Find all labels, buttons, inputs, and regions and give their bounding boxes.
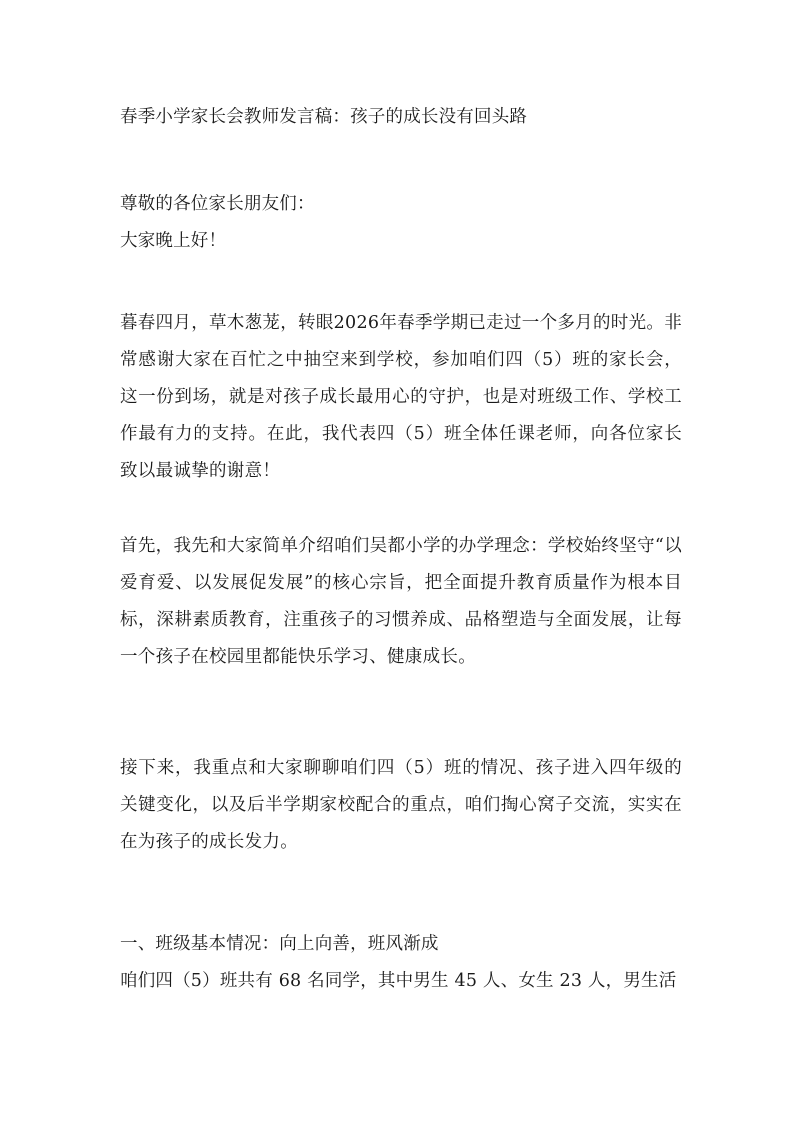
paragraph-opening: 暮春四月，草木葱茏，转眼2026年春季学期已走过一个多月的时光。非常感谢大家在百忙之中抽空来到学校，参加咱们四（5）班的家长会，这一份到场，就是对孩子成长最用心的守护，也是对班级工作、学校工作最有力的支持。在此，我代表四（5）班全体任课老师，向各位家长致以最诚挚的谢意！ (120, 313, 682, 481)
paragraph-agenda: 接下来，我重点和大家聊聊咱们四（5）班的情况、孩子进入四年级的关键变化，以及后半学期家校配合的重点，咱们掏心窝子交流，实实在在为孩子的成长发力。 (120, 758, 682, 852)
greeting: 大家晚上好！ (120, 231, 227, 251)
section-heading-class-overview: 一、班级基本情况：向上向善，班风渐成 (120, 934, 439, 954)
salutation: 尊敬的各位家长朋友们： (120, 194, 315, 214)
document-title: 春季小学家长会教师发言稿：孩子的成长没有回头路 (120, 107, 528, 127)
section-body-line: 咱们四（5）班共有 68 名同学，其中男生 45 人、女生 23 人，男生活 (120, 971, 677, 991)
paragraph-school-philosophy: 首先，我先和大家简单介绍咱们吴都小学的办学理念：学校始终坚守“以爱育爱、以发展促发展”的核心宗旨，把全面提升教育质量作为根本目标，深耕素质教育，注重孩子的习惯养成、品格塑造与全面发展，让每一个孩子在校园里都能快乐学习、健康成长。 (120, 536, 682, 667)
